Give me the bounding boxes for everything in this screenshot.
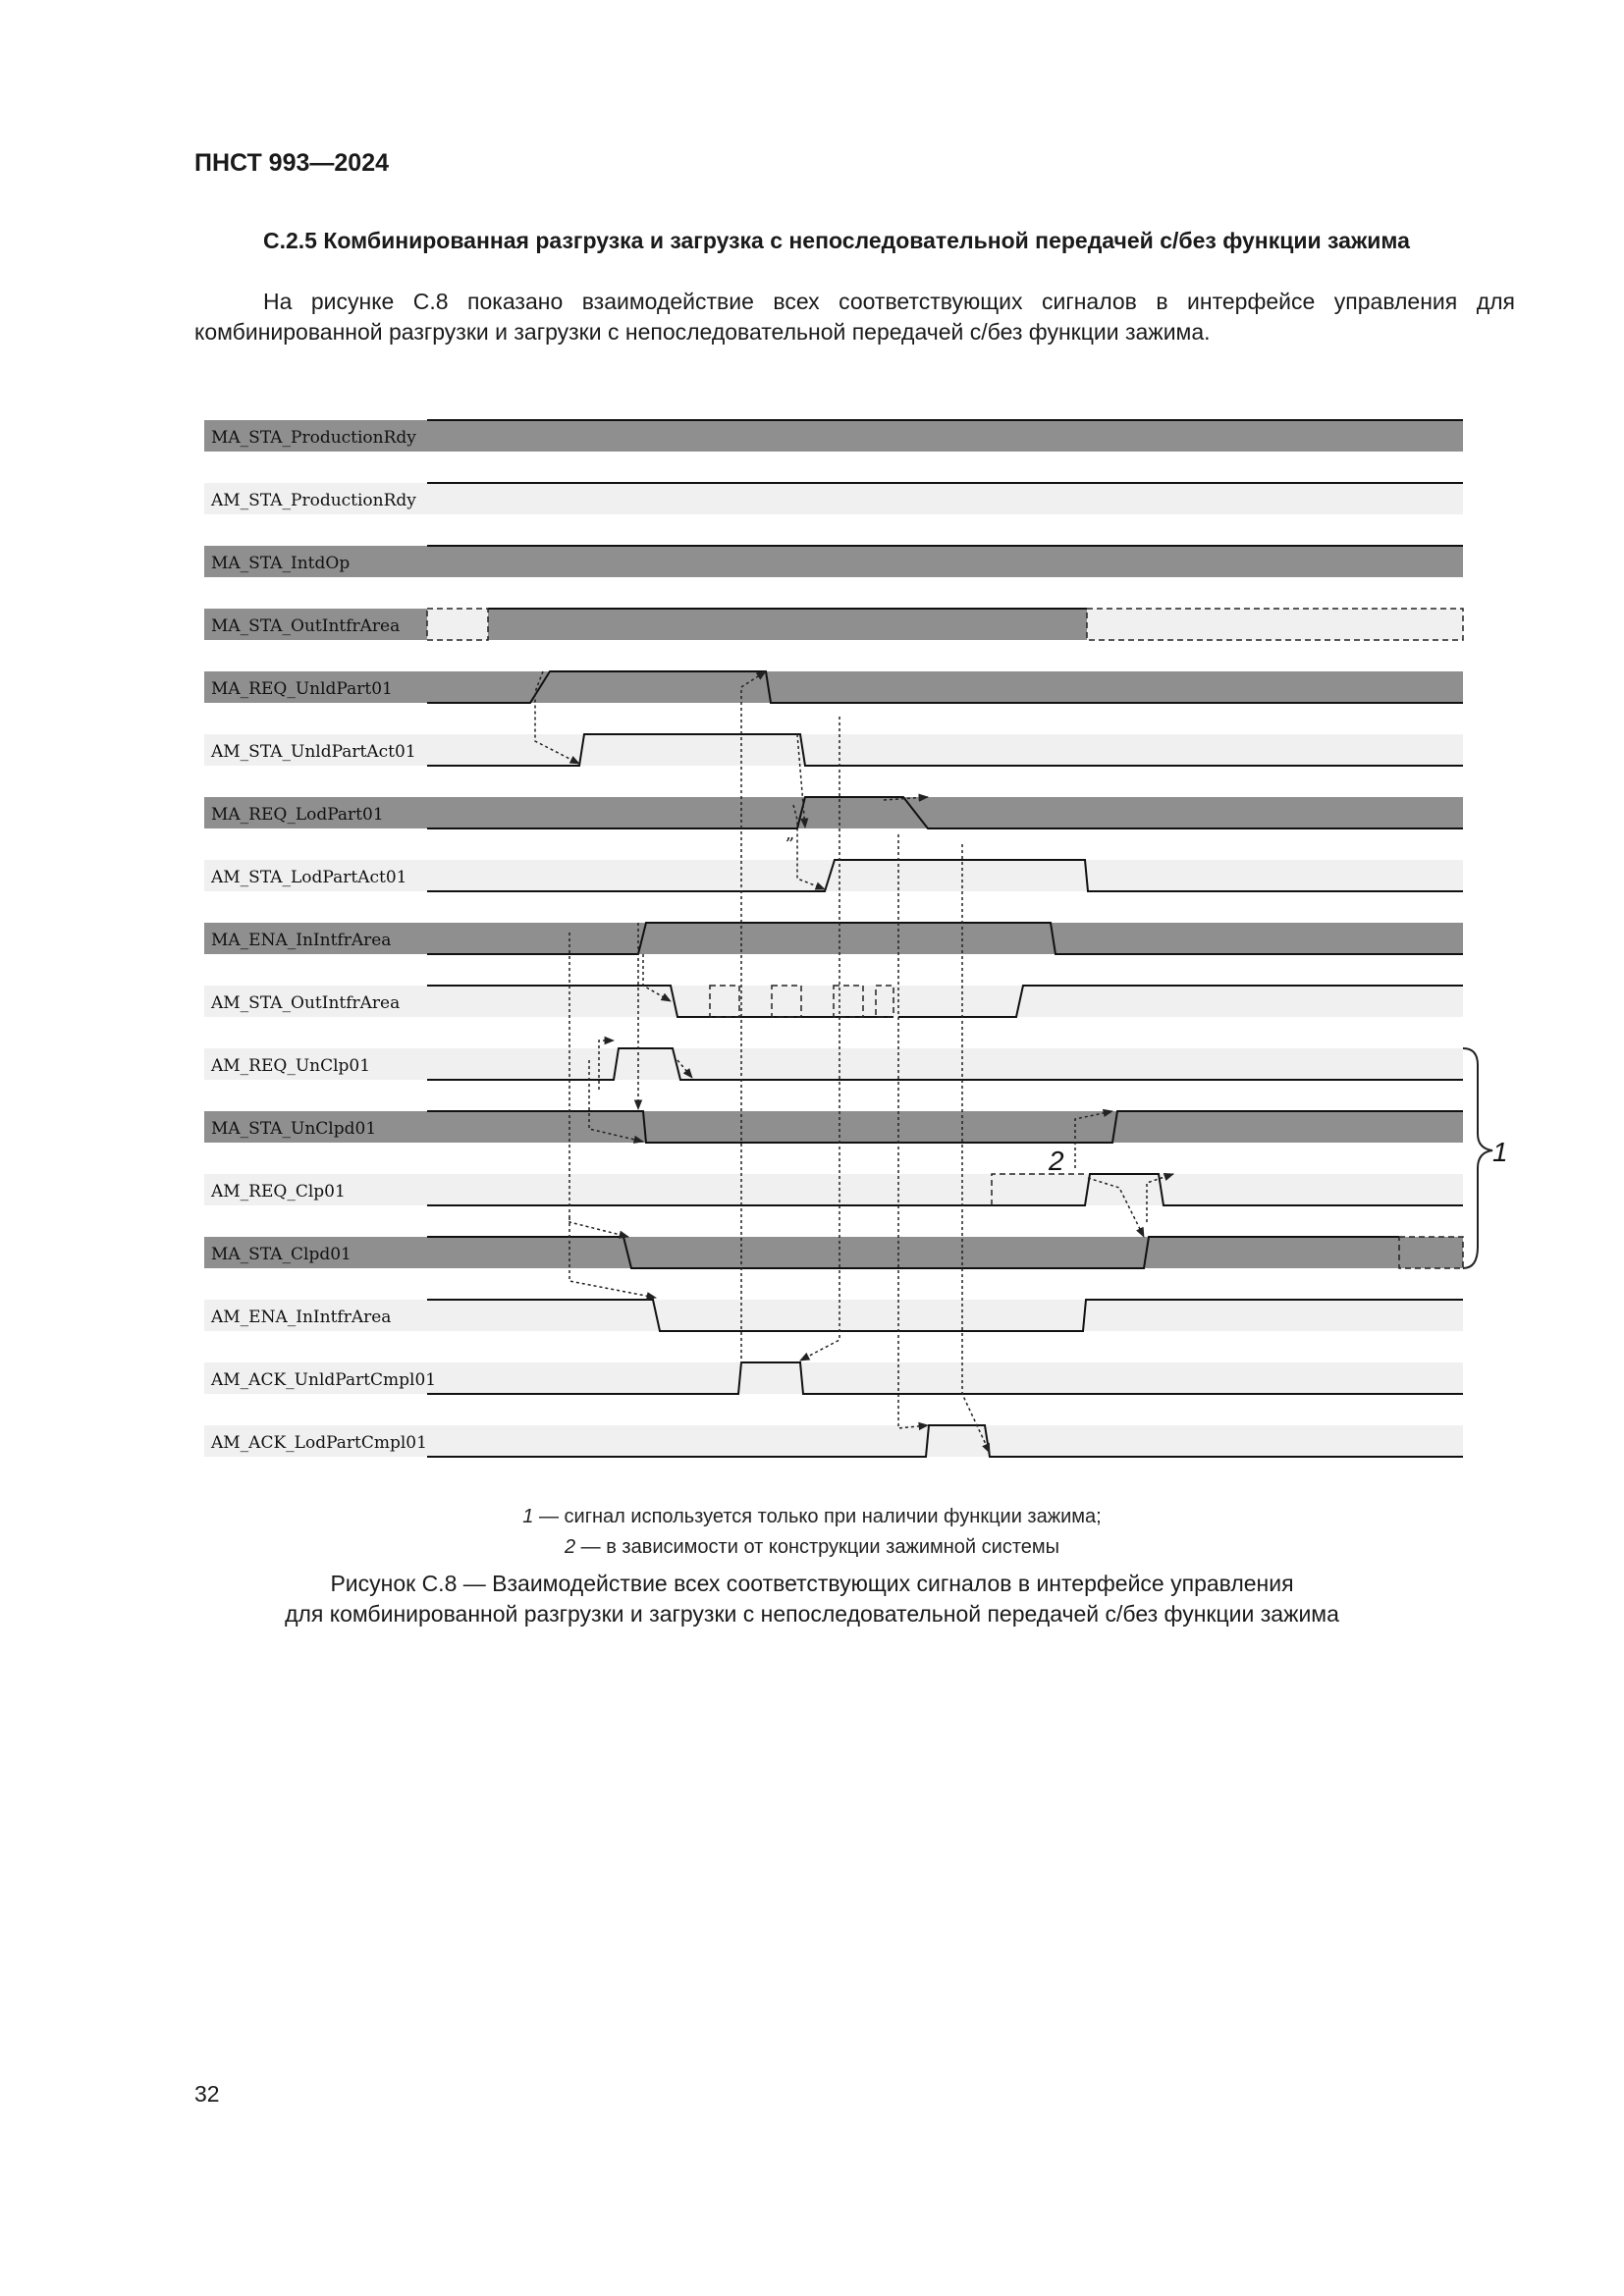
note-1-number: 1	[522, 1506, 534, 1527]
signal-label-5: AM_STA_UnldPartAct01	[211, 742, 416, 762]
figure-caption	[0, 1569, 1624, 1629]
band-11	[204, 1111, 1463, 1143]
caption-line-2: для комбинированной разгрузки и загрузки с непоследовательной передачей с/без функции зажима	[285, 1601, 1339, 1627]
note-1	[0, 1502, 1624, 1532]
signal-label-0: MA_STA_ProductionRdy	[211, 428, 416, 448]
optional-region-start	[427, 609, 488, 640]
signal-bands	[204, 420, 1463, 1457]
band-10	[204, 1048, 1463, 1080]
band-12	[204, 1174, 1463, 1205]
standard-header: ПНСТ 993—2024	[194, 149, 389, 177]
band-6	[204, 797, 1463, 828]
signal-label-14: AM_ENA_InIntfrArea	[211, 1308, 392, 1327]
signal-label-3: MA_STA_OutIntfrArea	[211, 616, 401, 636]
note-1-text: — сигнал используется только при наличии функции зажима;	[533, 1506, 1102, 1527]
band-2	[204, 546, 1463, 577]
signal-label-9: AM_STA_OutIntfrArea	[211, 993, 401, 1013]
signal-label-15: AM_ACK_UnldPartCmpl01	[211, 1370, 437, 1390]
brace-label: 1	[1492, 1137, 1508, 1167]
signal-label-6: MA_REQ_LodPart01	[211, 805, 384, 825]
signal-label-12: AM_REQ_Clp01	[211, 1182, 346, 1201]
caption-line-1: Рисунок С.8 — Взаимодействие всех соответствующих сигналов в интерфейсе управления	[330, 1571, 1294, 1596]
optional-clpd-end	[1399, 1237, 1463, 1268]
optional-region-end	[1087, 609, 1463, 640]
band-13	[204, 1237, 1463, 1268]
page-number: 32	[194, 2081, 220, 2107]
clamp-design-marker: 2	[1049, 1146, 1064, 1176]
clamp-signals-brace	[1463, 1048, 1492, 1268]
signal-label-13: MA_STA_Clpd01	[211, 1245, 352, 1264]
signal-label-16: AM_ACK_LodPartCmpl01	[211, 1433, 427, 1453]
section-heading: С.2.5 Комбинированная разгрузка и загрузка с непоследовательной передачей с/без функции зажима	[263, 228, 1410, 253]
band-4	[204, 671, 1463, 703]
section-paragraph: На рисунке С.8 показано взаимодействие всех соответствующих сигналов в интерфейсе управления для комбинированной разгрузки и загрузки с непоследовательной передачей с/без функции зажима.	[194, 289, 1515, 345]
signal-label-11: MA_STA_UnClpd01	[211, 1119, 377, 1139]
band-8	[204, 923, 1463, 954]
note-2-number: 2	[565, 1536, 576, 1558]
note-2-text: — в зависимости от конструкции зажимной системы	[575, 1536, 1059, 1558]
signal-label-8: MA_ENA_InIntfrArea	[211, 931, 392, 950]
signal-label-4: MA_REQ_UnldPart01	[211, 679, 393, 699]
band-14	[204, 1300, 1463, 1331]
signal-label-2: MA_STA_IntdOp	[211, 554, 351, 573]
signal-label-10: AM_REQ_UnClp01	[211, 1056, 371, 1076]
note-2	[0, 1532, 1624, 1563]
signal-label-1: AM_STA_ProductionRdy	[211, 491, 416, 510]
lodpart-marker: „	[785, 824, 795, 844]
figure-notes	[0, 1502, 1624, 1563]
signal-label-7: AM_STA_LodPartAct01	[211, 868, 407, 887]
